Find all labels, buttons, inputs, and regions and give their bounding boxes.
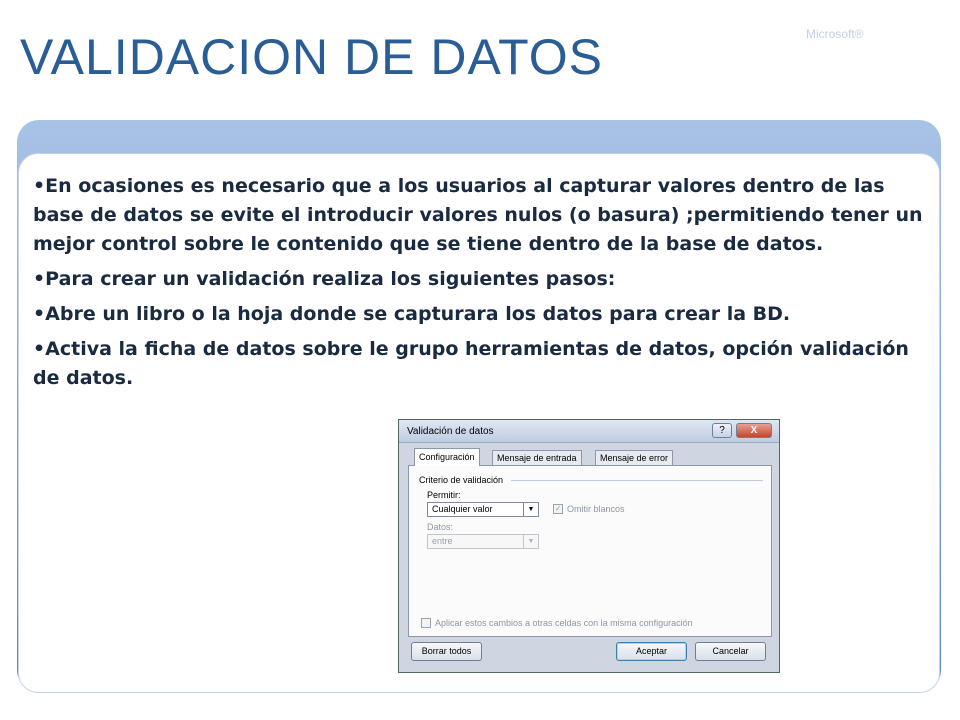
allow-select[interactable] [427,502,539,517]
bullet-marker: • [33,175,46,197]
help-button[interactable]: ? [712,423,732,438]
data-select-value: entre [432,536,453,546]
chevron-down-icon[interactable]: ▼ [523,503,538,516]
validation-dialog-screenshot [398,419,780,673]
dialog-titlebar [399,420,779,443]
bullet-item [33,300,923,329]
ignore-blank-label: Omitir blancos [567,504,625,514]
bullet-text: Activa la ficha de datos sobre le grupo herramientas de datos, opción validación de datos. [33,338,909,389]
bullet-item [33,265,923,294]
dialog-title: Validación de datos [407,426,494,437]
bullet-text: Para crear un validación realiza los siguientes pasos: [45,268,616,290]
brand-watermark: Microsoft® [806,27,864,41]
bullet-item [33,172,923,259]
bullet-marker: • [33,268,46,290]
apply-all-label: Aplicar estos cambios a otras celdas con la misma configuración [435,618,693,628]
tab-mensaje-entrada[interactable]: Mensaje de entrada [492,450,582,465]
tab-mensaje-error[interactable]: Mensaje de error [595,450,673,465]
cancel-button[interactable]: Cancelar [695,642,766,661]
ok-button[interactable]: Aceptar [616,642,687,661]
bullet-item [33,335,923,393]
bullet-list [33,172,923,399]
data-label: Datos: [427,522,454,532]
close-button[interactable]: X [736,423,772,438]
allow-label: Permitir: [427,490,461,500]
bullet-marker: • [33,338,46,360]
bullet-text: En ocasiones es necesario que a los usuarios al capturar valores dentro de las base de datos se evite el introducir valores nulos (o basura) ;permitiendo tener un mejor control sobre le contenido que se tiene dentro de la base de datos. [33,175,923,255]
criteria-label: Criterio de validación [419,475,504,485]
tab-panel [408,465,772,637]
bullet-marker: • [33,303,46,325]
group-divider [511,480,763,481]
data-select[interactable] [427,534,539,549]
ignore-blank-checkbox[interactable]: ✓ [554,504,562,513]
slide-title: VALIDACION DE DATOS [20,29,604,85]
chevron-down-icon[interactable]: ▼ [523,535,538,548]
allow-select-value: Cualquier valor [432,504,493,514]
apply-all-checkbox[interactable] [421,618,431,628]
clear-all-button[interactable]: Borrar todos [411,642,482,661]
tab-configuracion[interactable]: Configuración [414,448,480,466]
bullet-text: Abre un libro o la hoja donde se capturara los datos para crear la BD. [45,303,791,325]
